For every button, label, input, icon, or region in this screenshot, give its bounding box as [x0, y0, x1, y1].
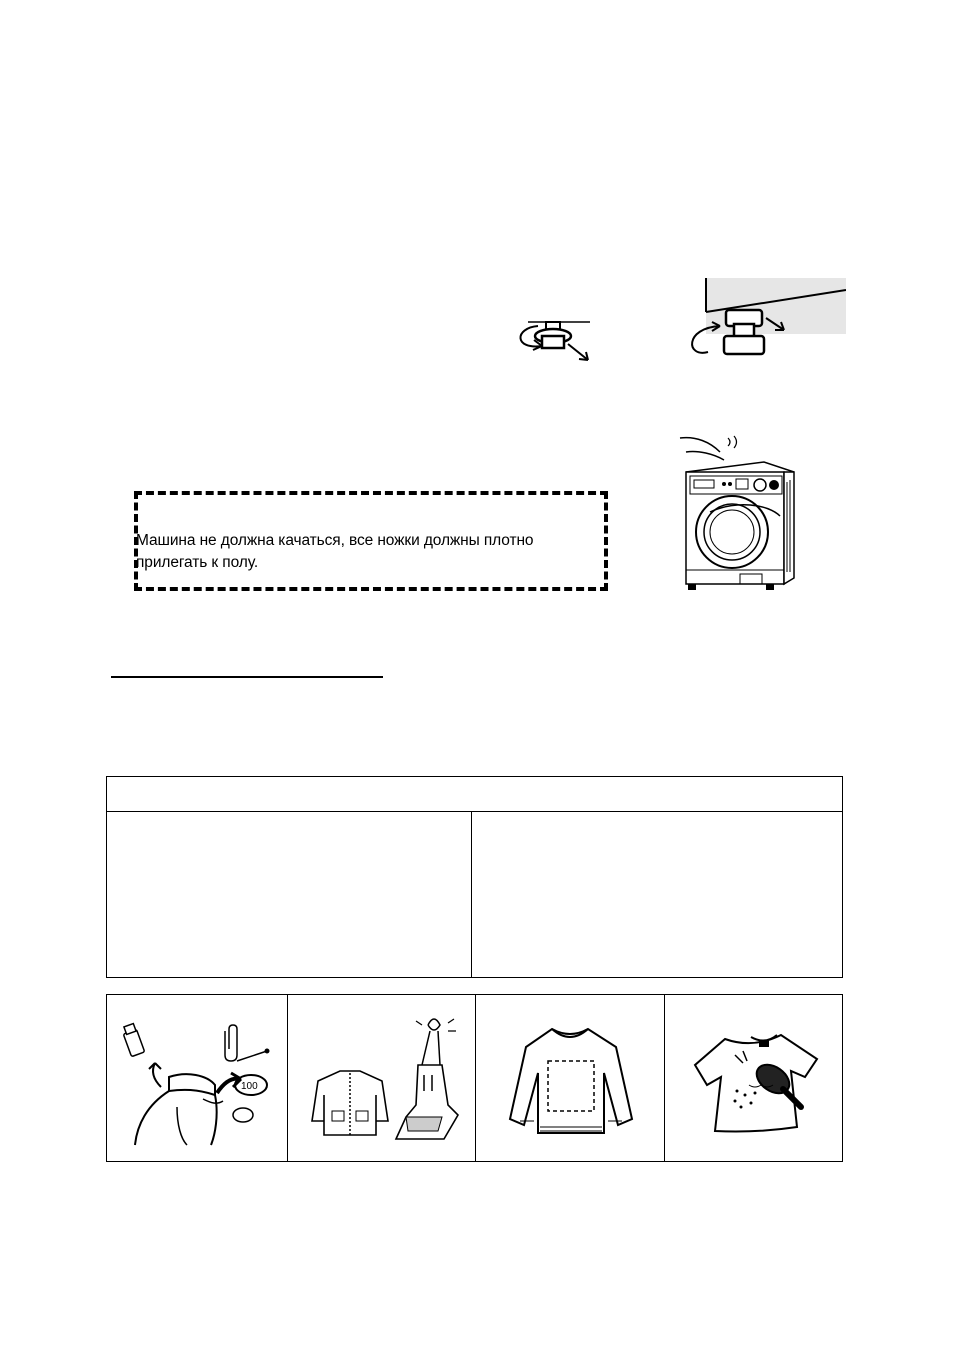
fasten-zippers-icon	[288, 995, 476, 1161]
laundry-prep-illustrations	[106, 994, 843, 1162]
empty-pockets-icon	[107, 995, 288, 1161]
brush-stains-icon	[665, 995, 843, 1161]
table-column-divider	[471, 811, 472, 977]
adjustable-foot-icon	[512, 316, 602, 368]
table-header-row	[107, 777, 842, 812]
washing-machine-stability-check-icon	[676, 432, 806, 594]
instructions-table	[106, 776, 843, 978]
section-heading-underline	[111, 676, 383, 678]
leveling-note-text: Машина не должна качаться, все ножки должны плотно прилегать к полу.	[136, 532, 534, 571]
svg-text:100: 100	[241, 1081, 258, 1092]
adjustable-foot-closeup-icon	[680, 278, 846, 364]
turn-inside-out-icon	[476, 995, 665, 1161]
